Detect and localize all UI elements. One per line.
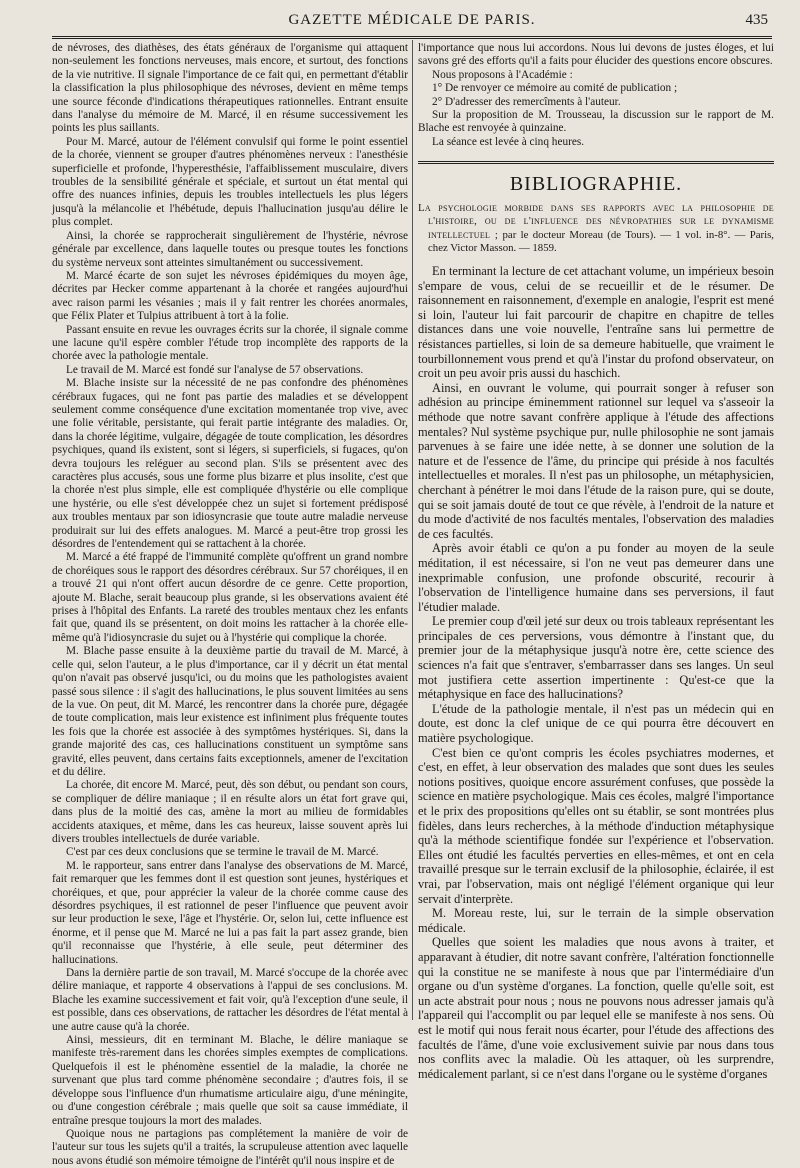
paragraph: Ainsi, la chorée se rapprocherait singulièrement de l'hystérie, névrose générale par excellence, dans laquelle toutes ou presque toutes les fonctions du système nerveux sont atteintes simultanément ou successivement. xyxy=(52,229,408,269)
paragraph: En terminant la lecture de cet attachant volume, un impérieux besoin s'empare de vous, celui de se recueillir et de le résumer. De raisonnement en raisonnement, d'exemple en analogie, l'esprit est mené si loin, l'auteur lui fait parcourir de chapitre en chapitre de telles distances dans une voie nouvelle, l'entraîne sans lui permettre de résistances partielles, si loin de sa demeure habituelle, que vraiment le tourbillonnement vous prend et qu'à l'instar du profond observateur, on croit un peu avoir pris aussi du haschich. xyxy=(418,264,774,381)
page-number: 435 xyxy=(745,12,768,28)
paragraph: Sur la proposition de M. Trousseau, la discussion sur le rapport de M. Blache est renvoyée à quinzaine. xyxy=(418,109,774,135)
paragraph: 1° De renvoyer ce mémoire au comité de publication ; xyxy=(432,82,678,95)
paragraph: Le premier coup d'œil jeté sur deux ou trois tableaux représentant les principales de ces perversions, vous démontre à l'instant que, du premier jour de la métaphysique jusqu'à notre ère, cette science des sciences n'a fait que s'entraver, s'embarrasser dans ses langes. Un seul mot justifiera cette assertion impertinente : Qu'est-ce que la métaphysique en face des hallucinations? xyxy=(418,614,774,702)
page-header xyxy=(52,12,772,34)
section-rule xyxy=(418,161,774,164)
journal-title: GAZETTE MÉDICALE DE PARIS. xyxy=(288,12,536,28)
paragraph: Quelles que soient les maladies que nous avons à traiter, et apparavant à étudier, dit notre savant confrère, l'altération fonctionnelle qui la constitue ne se manifeste à nous que par l'intermédiaire d'un organe ou d'un système d'organes. La fonction, quelle qu'elle soit, est un acte abstrait pour nous ; nous ne pouvons nous adresser jamais qu'à l'appareil qui l'accomplit ou par lequel elle se manifeste à nos sens. Où est le motif qui nous ferait nous écarter, pour l'étude des affections des facultés de l'âme, d'une voie exclusivement suivie par nous dans tous nos conflits avec la maladie. Où les attaquer, où les surprendre, médicalement parlant, si ce n'est dans l'organe ou le système d'organes xyxy=(418,935,774,1081)
book-title: La psychologie morbide dans ses rapports avec la philosophie de l'histoire, ou de l'influence des névropathies sur le dynamisme intellectuel ; xyxy=(418,201,774,241)
paragraph: M. le rapporteur, sans entrer dans l'analyse des observations de M. Marcé, fait remarquer que les femmes dont il est question sont jeunes, hystériques et choréiques, et que, pour apprécier la valeur de la chorée comme cause des désordres psychiques, il est rationnel de peser l'influence que peuvent avoir sur leur production le sexe, l'âge et l'hystérie. Or, selon lui, cette influence est énorme, et il pense que M. Marcé ne lui a pas fait la part assez grande, bien qu'il reconnaisse que l'hystérie, à elle seule, peut déterminer des hallucinations. xyxy=(52,859,408,966)
paragraph: C'est par ces deux conclusions que se termine le travail de M. Marcé. xyxy=(66,846,379,859)
bibliography-heading: BIBLIOGRAPHIE. xyxy=(509,173,683,196)
paragraph: L'étude de la pathologie mentale, il n'est pas un médecin qui en doute, est donc la clef unique de ce qui pourra être découvert en matière psychologique. xyxy=(418,701,774,746)
paragraph: Le travail de M. Marcé est fondé sur l'analyse de 57 observations. xyxy=(66,363,364,376)
paragraph: C'est bien ce qu'ont compris les écoles psychiatres modernes, et c'est, en effet, à leur observation des malades que sont dues les seules notions positives, quoique encore assurément confuses, que possède la science en matière psychologique. Mais ces écoles, malgré l'importance et le prix des propositions qu'elles ont su établir, se sont montrées plus fidèles, dans leurs recherches, à la méthode d'induction métaphysique qu'à la méthode scientifique fondée sur l'expérience et l'observation. Elles ont étudié les facultés perverties en elles-mêmes, et ont en cela travaillé presque sur le terrain exclusif de la philosophie, éclairée, il est vrai, par l'observation, mais ont négligé l'élément organique qui leur servait d'interprète. xyxy=(418,745,774,906)
paragraph: M. Blache passe ensuite à la deuxième partie du travail de M. Marcé, à celle qui, selon l'auteur, a le plus d'importance, car il y décrit un état mental qu'on n'avait pas observé jusqu'ici, ou du moins que les pathologistes avaient passé sous silence : il s'agit des hallucinations, le plus souvent limitées au sens de la vue. On peut, dit M. Marcé, les rencontrer dans la chorée pure, dégagée de toute complication, mais leur existence est infiniment plus fréquente toutes les fois que la chorée est associée à des symptômes hystériques. Si, dans la grande majorité des cas, ces hallucinations constituent un symptôme sans gravité, elles peuvent, dans certains faits exceptionnels, amener de l'excitation et du délire. xyxy=(52,645,408,778)
paragraph: M. Moreau reste, lui, sur le terrain de la simple observation médicale. xyxy=(418,906,774,935)
paragraph: de névroses, des diathèses, des états généraux de l'organisme qui attaquent non-seulement les fonctions nerveuses, mais encore, et surtout, des fonctions de la vie nutritive. Il signale l'importance de ce fait qui, en permettant d'établir la classification la plus philosophique des névroses, devient en même temps une source féconde d'indications thérapeutiques rationnelles. Entrant ensuite dans l'analyse du mémoire de M. Marcé, il en résume successivement les points les plus saillants. xyxy=(52,42,408,135)
header-rule xyxy=(52,36,772,39)
paragraph: M. Blache insiste sur la nécessité de ne pas confondre des phénomènes cérébraux fugaces, qui ne font pas partie des maladies et se développent seulement comme conséquence d'une excitation momentanée trop vive, avec une folie véritable, persistante, qui ferait partie intégrante des maladies. Or, dans la chorée légitime, vulgaire, dégagée de toute complication, les désordres psychiques, quand ils existent, sont si légers, si superficiels, si fugaces, qu'on devra toujours les reléguer au second plan. S'ils se présentent avec des caractères plus accusés, sous une forme plus bizarre et plus insolite, c'est que la chorée n'est plus simple, elle est compliquée d'hystérie ou elle complique une hystérie, ou elle s'est développée chez un sujet si fortement prédisposé aux troubles mentaux par son idiosyncrasie que toute autre maladie nerveuse produirait sur lui des effets analogues. M. Marcé a peut-être trop grossi les désordres de l'entendement qui se rattachent à la chorée. xyxy=(52,377,408,551)
paragraph: 2° D'adresser des remercîments à l'auteur. xyxy=(432,95,621,108)
column-separator xyxy=(412,40,413,1020)
paragraph: Ainsi, en ouvrant le volume, qui pourrait songer à refuser son adhésion au principe éminemment rationnel sur lequel va s'asseoir la méthode que notre savant confrère applique à l'étude des affections mentales? Nul système psychique pur, nulle philosophie ne sont jamais parvenues à se faire une idée nette, à se donner une solution de la nature et de l'essence de l'âme, du principe qui préside à nos facultés intellectuelles et morales. Il n'est pas un philosophe, un métaphysicien, cherchant à pénétrer le moi dans l'étude de la raison pure, qui se doute, qui se soit jamais douté de tout ce que révèle, à l'endroit de la nature et du mode d'activité de nos facultés mentales, l'observation des maladies de ces facultés. xyxy=(418,380,774,541)
paragraph: Pour M. Marcé, autour de l'élément convulsif qui forme le point essentiel de la chorée, viennent se grouper d'autres phénomènes nerveux : l'anesthésie superficielle et profonde, l'hyperesthésie, l'affaiblissement musculaire, divers troubles de la sensibilité générale et spéciale, et surtout un état mental qui offre des nuances infinies, depuis les troubles intellectuels les plus légers jusqu'à la mélancolie et l'hébétude, depuis l'hallucination jusqu'au délire le plus complet. xyxy=(52,135,408,229)
paragraph: Passant ensuite en revue les ouvrages écrits sur la chorée, il signale comme une lacune qu'il espère combler l'étude trop incomplète des rapports de la chorée avec la pathologie mentale. xyxy=(52,323,408,363)
book-author-publisher: par le docteur Moreau (de Tours). — 1 vol. in-8°. — Paris, chez Victor Masson. — 1859. xyxy=(428,228,775,255)
paragraph: l'importance que nous lui accordons. Nous lui devons de justes éloges, et lui savons gré des efforts qu'il a faits pour élucider des questions encore obscures. xyxy=(418,42,774,68)
book-reference xyxy=(418,202,774,256)
paragraph: Nous proposons à l'Académie : xyxy=(432,68,573,81)
paragraph: Après avoir établi ce qu'on a pu fonder au moyen de la seule méditation, il est nécessaire, si l'on ne veut pas demeurer dans une inexprimable confusion, une profonde obscurité, recourir à l'observation de l'intelligence humaine dans ses perversions, il faut l'étudier malade. xyxy=(418,541,774,614)
paragraph: Dans la dernière partie de son travail, M. Marcé s'occupe de la chorée avec délire maniaque, et rapporte 4 observations à l'appui de ses conclusions. M. Blache les examine successivement et fait voir, qu'à l'exception d'une seule, il est possible, dans ces observations, de rattacher les désordres de l'état mental à une autre cause qu'à la chorée. xyxy=(52,967,408,1033)
review-body xyxy=(418,264,774,1081)
right-column xyxy=(418,42,775,1081)
paragraph: La chorée, dit encore M. Marcé, peut, dès son début, ou pendant son cours, se compliquer de délire maniaque ; il en résulte alors un état fort grave qui, dans plus de la moitié des cas, amène la mort au milieu de formidables accidents ataxiques, et même, dans les cas heureux, laisse souvent après lui divers troubles intellectuels de durée variable. xyxy=(52,779,408,845)
paragraph: La séance est levée à cinq heures. xyxy=(432,135,585,148)
paragraph: M. Marcé écarte de son sujet les névroses épidémiques du moyen âge, décrites par Hecker comme appartenant à la chorée et rangées aujourd'hui avec raison parmi les vésanies ; mais il y fait rentrer les chorées anormales, que Félix Plater et Tulpius attribuent à tort à la folie. xyxy=(52,269,408,323)
paragraph: Ainsi, messieurs, dit en terminant M. Blache, le délire maniaque se manifeste très-rarement dans les chorées simples exemptes de complications. Quelquefois il est le phénomène essentiel de la maladie, la chorée ne survenant que plus tard comme phénomène secondaire ; d'autres fois, il se développe sous l'influence d'un rhumatisme articulaire aigu, d'une méningite, ou d'une congestion cérébrale ; mais quelle que soit sa cause immédiate, il entraîne presque toujours la mort des malades. xyxy=(52,1034,408,1127)
left-column xyxy=(52,42,408,1167)
paragraph: M. Marcé a été frappé de l'immunité complète qu'offrent un grand nombre de choréiques sous le rapport des désordres cérébraux. Sur 57 choréiques, il en a trouvé 21 qui n'ont offert aucun désordre de ce genre. Cette proportion, ajoute M. Blache, serait beaucoup plus grande, si les observations avaient été prises à l'hôpital des Enfants. La rareté des troubles mentaux chez les enfants fait que, quand ils se présentent, on doit moins les rattacher à la chorée elle-même qu'à l'idiosyncrasie du sujet ou à l'hystérie qui complique la chorée. xyxy=(52,551,408,644)
paragraph: Quoique nous ne partagions pas complétement la manière de voir de l'auteur sur tous les sujets qu'il a traités, la scrupuleuse attention avec laquelle nous avons étudié son mémoire témoigne de l'intérêt qu'il nous inspire et de xyxy=(52,1127,408,1167)
